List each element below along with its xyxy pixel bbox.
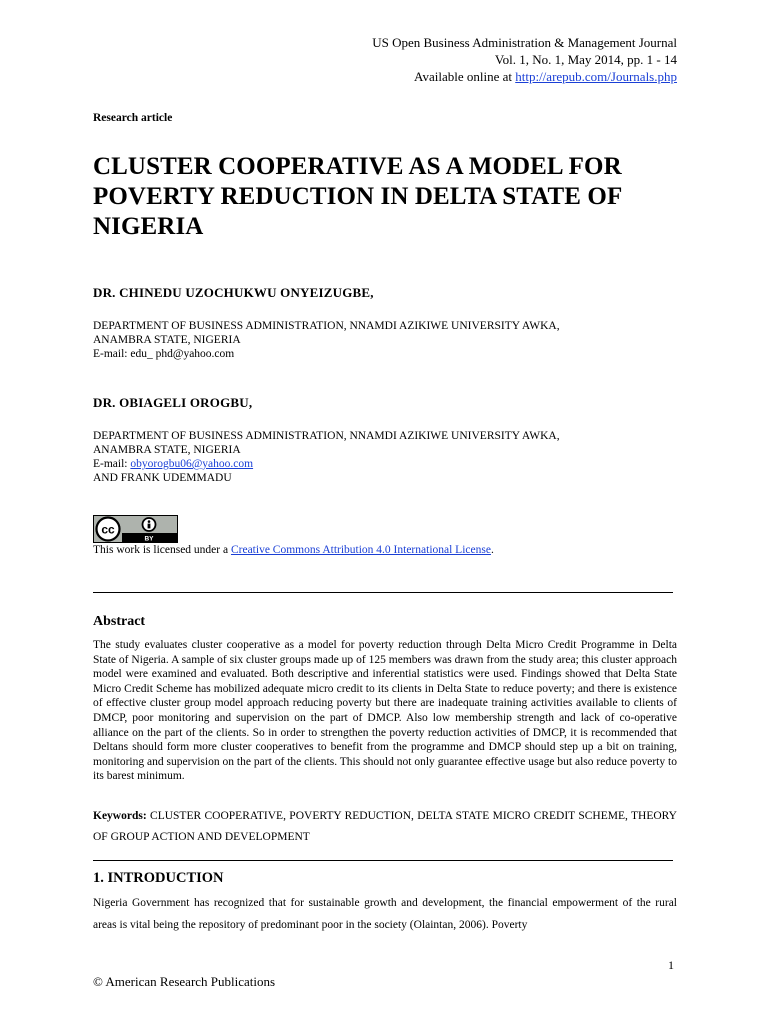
abstract-text: The study evaluates cluster cooperative as a model for poverty reduction through Delta Micro Credit Programme in Delta State of Nigeria. A sample of six cluster groups made up of 125 members was drawn from the study area; this cluster approach model were examined and evaluated. Both descriptive and inferential statistics were used. Findings showed that Delta State Micro Credit Scheme has mobilized adequate micro credit to its clients in Delta State to reduce poverty; and there is existence of effective cluster group model approach reducing poverty but there are inadequate training activities available to clients of DMCP, poor monitoring and supervision on the part of DMCP. Also low membership strength and lack of co-operative alliance on the part of the clients. So in order to strengthen the poverty reduction activities of DMCP, it is recommended that Deltans should form more cluster cooperatives to benefit from the programme and DMCP should step up a bit on training, monitoring and supervision on the part of the clients. This should not only guarantee effective usage but also reduce poverty to its barest minimum.	[93, 639, 677, 783]
cc-license-badge[interactable]	[93, 515, 178, 543]
author-2-name: DR. OBIAGELI OROGBU,	[93, 395, 253, 410]
article-type: Research article	[93, 112, 173, 124]
author-2-location: ANAMBRA STATE, NIGERIA	[93, 444, 241, 456]
license-suffix: .	[490, 544, 494, 556]
author-1-name: DR. CHINEDU UZOCHUKWU ONYEIZUGBE,	[93, 285, 374, 300]
svg-text:cc: cc	[101, 522, 115, 537]
divider-bottom	[93, 860, 673, 861]
volume-info: Vol. 1, No. 1, May 2014, pp. 1 - 14	[494, 52, 677, 67]
divider-top	[93, 592, 673, 593]
author-2-email-label: E-mail:	[93, 458, 131, 470]
author-1-department: DEPARTMENT OF BUSINESS ADMINISTRATION, NNAMDI AZIKIWE UNIVERSITY AWKA,	[93, 320, 560, 332]
journal-name: US Open Business Administration & Management Journal	[372, 35, 677, 50]
license-prefix: This work is licensed under a	[93, 544, 231, 556]
author-1-email-line	[93, 347, 677, 361]
page-number: 1	[668, 958, 674, 972]
license-statement	[93, 544, 677, 556]
online-availability	[372, 68, 677, 85]
author-1-affiliation	[93, 319, 677, 361]
keywords-label: Keywords:	[93, 810, 147, 822]
publisher-footer: © American Research Publications	[93, 974, 276, 989]
cc-by-logo	[94, 516, 177, 542]
coauthor-line: AND FRANK UDEMMADU	[93, 472, 232, 484]
license-link[interactable]: Creative Commons Attribution 4.0 International License	[230, 544, 491, 556]
online-prefix: Available online at	[414, 69, 516, 84]
journal-header	[372, 34, 677, 85]
author-2-email-link[interactable]: obyorogbu06@yahoo.com	[130, 458, 254, 470]
journal-url-link[interactable]: http://arepub.com/Journals.php	[515, 69, 677, 84]
author-1-email: edu_ phd@yahoo.com	[130, 348, 235, 360]
paper-title: CLUSTER COOPERATIVE AS A MODEL FOR POVERTY REDUCTION IN DELTA STATE OF NIGERIA	[93, 153, 622, 240]
by-text: BY	[144, 535, 154, 542]
author-2-affiliation	[93, 429, 677, 485]
keywords	[93, 806, 677, 848]
author-1-email-label: E-mail:	[93, 348, 131, 360]
introduction-text: Nigeria Government has recognized that for sustainable growth and development, the financial empowerment of the rural areas is vital being the repository of predominant poor in the society (Olaintan, 2006). Poverty	[93, 897, 677, 931]
introduction-heading: 1. INTRODUCTION	[93, 870, 224, 886]
abstract-heading: Abstract	[93, 614, 146, 629]
keywords-text: CLUSTER COOPERATIVE, POVERTY REDUCTION, DELTA STATE MICRO CREDIT SCHEME, THEORY OF GROUP ACTION AND DEVELOPMENT	[93, 810, 677, 843]
author-2-email-line	[93, 457, 677, 471]
author-1-location: ANAMBRA STATE, NIGERIA	[93, 334, 241, 346]
author-2-department: DEPARTMENT OF BUSINESS ADMINISTRATION, NNAMDI AZIKIWE UNIVERSITY AWKA,	[93, 430, 560, 442]
